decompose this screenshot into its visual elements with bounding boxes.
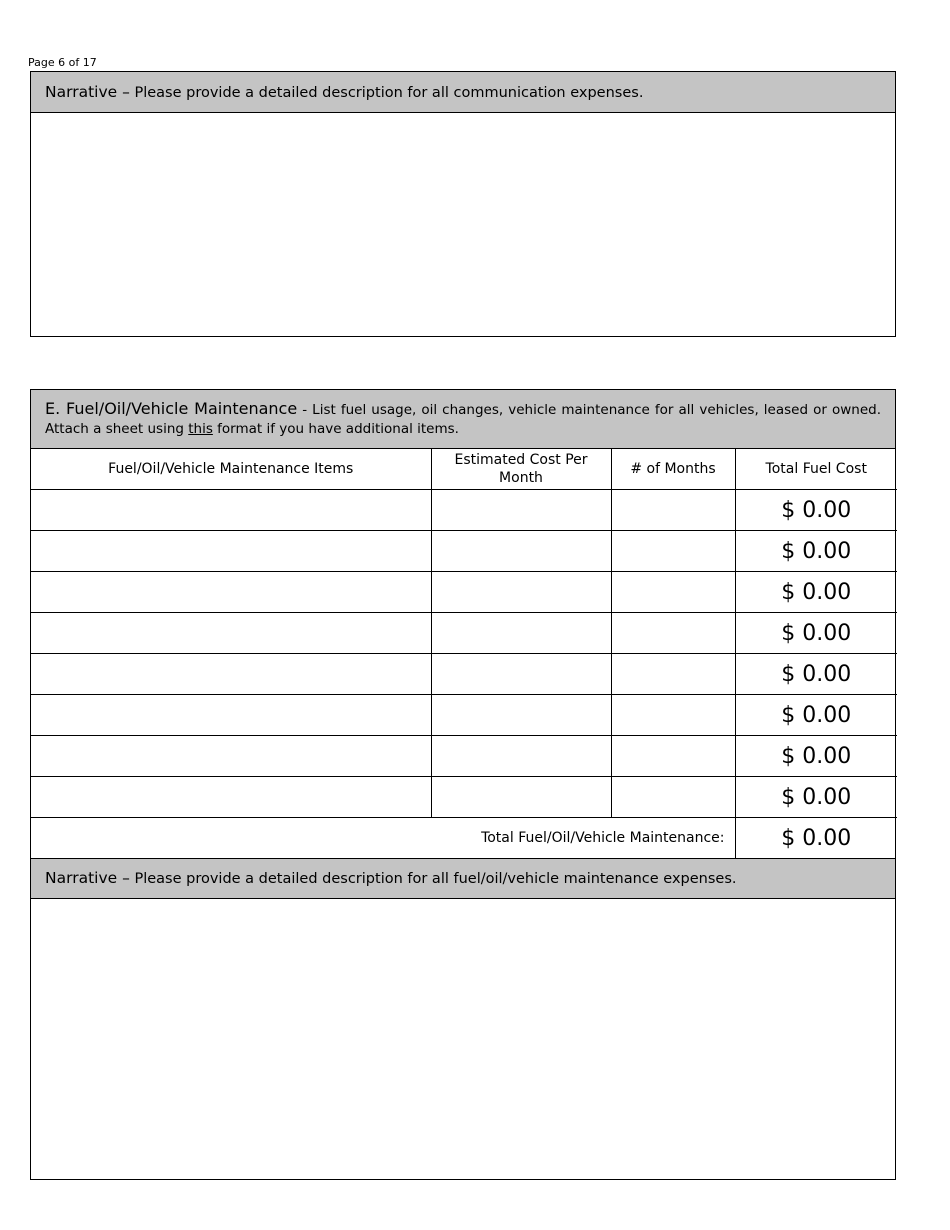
table-row <box>31 490 897 531</box>
narrative-instructions: Please provide a detailed description for all fuel/oil/vehicle maintenance expenses. <box>129 871 737 887</box>
table-row <box>31 695 897 736</box>
section-e-header <box>31 390 895 449</box>
narrative-label: Narrative – <box>45 869 130 887</box>
row-total: $ 0.00 <box>735 490 897 531</box>
col-header-cost: Estimated Cost Per Month <box>431 449 611 490</box>
narrative-label: Narrative – <box>45 83 130 101</box>
col-header-months: # of Months <box>611 449 735 490</box>
col-header-total: Total Fuel Cost <box>735 449 897 490</box>
months-field[interactable] <box>611 613 735 654</box>
table-row <box>31 531 897 572</box>
cost-field[interactable] <box>431 531 611 572</box>
months-field[interactable] <box>611 777 735 818</box>
cost-field[interactable] <box>431 695 611 736</box>
item-field[interactable] <box>31 531 431 572</box>
table-row <box>31 654 897 695</box>
section-e-desc-a: - List fuel usage, oil changes, vehicle maintenance for all vehicles, leased or owned. Attach a sheet using <box>45 402 881 437</box>
total-row <box>31 818 897 859</box>
table-row <box>31 613 897 654</box>
item-field[interactable] <box>31 777 431 818</box>
section-e-title: E. Fuel/Oil/Vehicle Maintenance <box>45 399 298 418</box>
fuel-table <box>31 449 897 858</box>
total-label: Total Fuel/Oil/Vehicle Maintenance: <box>31 818 735 859</box>
months-field[interactable] <box>611 572 735 613</box>
cost-field[interactable] <box>431 736 611 777</box>
months-field[interactable] <box>611 531 735 572</box>
item-field[interactable] <box>31 490 431 531</box>
table-row <box>31 572 897 613</box>
communication-narrative-field[interactable] <box>31 113 895 337</box>
cost-field[interactable] <box>431 777 611 818</box>
item-field[interactable] <box>31 736 431 777</box>
page-number: Page 6 of 17 <box>28 56 97 69</box>
row-total: $ 0.00 <box>735 777 897 818</box>
fuel-section <box>30 389 896 1180</box>
row-total: $ 0.00 <box>735 613 897 654</box>
months-field[interactable] <box>611 695 735 736</box>
cost-field[interactable] <box>431 654 611 695</box>
row-total: $ 0.00 <box>735 531 897 572</box>
col-header-items: Fuel/Oil/Vehicle Maintenance Items <box>31 449 431 490</box>
table-row <box>31 777 897 818</box>
row-total: $ 0.00 <box>735 654 897 695</box>
narrative-header <box>31 858 895 899</box>
months-field[interactable] <box>611 490 735 531</box>
table-row <box>31 736 897 777</box>
item-field[interactable] <box>31 695 431 736</box>
months-field[interactable] <box>611 736 735 777</box>
communication-narrative-box <box>30 71 896 337</box>
item-field[interactable] <box>31 572 431 613</box>
cost-field[interactable] <box>431 613 611 654</box>
row-total: $ 0.00 <box>735 695 897 736</box>
row-total: $ 0.00 <box>735 736 897 777</box>
cost-field[interactable] <box>431 490 611 531</box>
item-field[interactable] <box>31 654 431 695</box>
narrative-instructions: Please provide a detailed description for all communication expenses. <box>129 85 644 101</box>
grand-total: $ 0.00 <box>735 818 897 859</box>
cost-field[interactable] <box>431 572 611 613</box>
row-total: $ 0.00 <box>735 572 897 613</box>
fuel-narrative-field[interactable] <box>31 899 895 1182</box>
item-field[interactable] <box>31 613 431 654</box>
narrative-header <box>31 72 895 113</box>
section-e-desc-b: format if you have additional items. <box>212 421 459 437</box>
months-field[interactable] <box>611 654 735 695</box>
format-link[interactable]: this <box>188 421 213 437</box>
